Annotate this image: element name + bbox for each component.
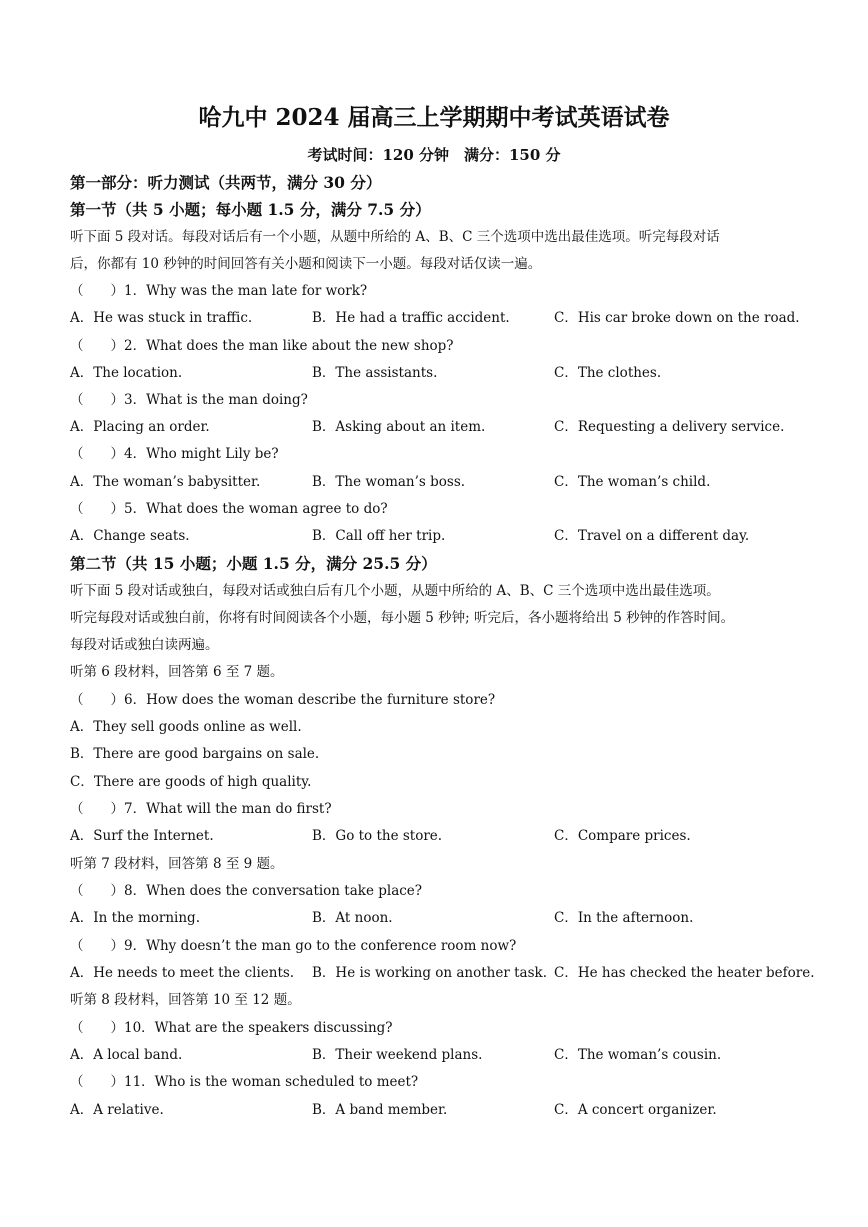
option-a: A．They sell goods online as well.	[70, 719, 302, 735]
option-c: C．Travel on a different day.	[554, 528, 750, 544]
material-note: 听第 7 段材料，回答第 8 至 9 题。	[70, 856, 284, 872]
section2-instruction: 听完每段对话或独白前，你将有时间阅读各个小题，每小题 5 秒钟; 听完后，各小题将给出 5 秒钟的作答时间。	[70, 610, 735, 626]
option-a: A．The location.	[70, 365, 183, 381]
option-c: C．Compare prices.	[554, 828, 691, 844]
option-a: A．Placing an order.	[70, 419, 210, 435]
question-stem: （ ）8．When does the conversation take place?	[70, 883, 423, 899]
question-stem: （ ）2．What does the man like about the new shop?	[70, 338, 454, 354]
option-b: B．There are good bargains on sale.	[70, 746, 320, 762]
question-stem: （ ）9．Why doesn’t the man go to the conference room now?	[70, 938, 517, 954]
section2-instruction: 听下面 5 段对话或独白，每段对话或独白后有几个小题，从题中所给的 A、B、C 三个选项中选出最佳选项。	[70, 583, 720, 599]
option-b: B．The assistants.	[312, 365, 438, 381]
section1-heading: 第一节（共 5 小题；每小题 1.5 分，满分 7.5 分）	[70, 200, 431, 219]
option-b: B．Go to the store.	[312, 828, 443, 844]
option-c: C．The clothes.	[554, 365, 662, 381]
material-note: 听第 6 段材料，回答第 6 至 7 题。	[70, 664, 284, 680]
option-a: A．The woman’s babysitter.	[70, 474, 261, 490]
question-stem: （ ）4．Who might Lily be?	[70, 446, 279, 462]
option-b: B．He is working on another task.	[312, 965, 547, 981]
material-note: 听第 8 段材料，回答第 10 至 12 题。	[70, 992, 301, 1008]
section2-instruction: 每段对话或独白读两遍。	[70, 637, 219, 653]
option-c: C．The woman’s child.	[554, 474, 711, 490]
question-stem: （ ）1．Why was the man late for work?	[70, 283, 368, 299]
part1-heading: 第一部分：听力测试（共两节，满分 30 分）	[70, 173, 382, 192]
question-stem: （ ）3．What is the man doing?	[70, 392, 308, 408]
option-a: A．In the morning.	[70, 910, 200, 926]
exam-subtitle: 考试时间：120 分钟 满分：150 分	[307, 146, 561, 164]
section1-instruction: 听下面 5 段对话。每段对话后有一个小题，从题中所给的 A、B、C 三个选项中选出最佳选项。听完每段对话	[70, 229, 720, 245]
option-c: C．A concert organizer.	[554, 1102, 717, 1118]
section1-instruction: 后，你都有 10 秒钟的时间回答有关小题和阅读下一小题。每段对话仅读一遍。	[70, 256, 542, 272]
option-b: B．The woman’s boss.	[312, 474, 466, 490]
option-c: C．In the afternoon.	[554, 910, 694, 926]
option-c: C．Requesting a delivery service.	[554, 419, 785, 435]
option-c: C．The woman’s cousin.	[554, 1047, 722, 1063]
question-stem: （ ）7．What will the man do first?	[70, 801, 332, 817]
exam-title: 哈九中 2024 届高三上学期期中考试英语试卷	[198, 104, 670, 131]
option-b: B．He had a traffic accident.	[312, 310, 510, 326]
option-b: B．At noon.	[312, 910, 393, 926]
option-b: B．A band member.	[312, 1102, 448, 1118]
question-stem: （ ）6．How does the woman describe the furniture store?	[70, 692, 496, 708]
option-c: C．His car broke down on the road.	[554, 310, 800, 326]
option-c: C．There are goods of high quality.	[70, 774, 312, 790]
option-c: C．He has checked the heater before.	[554, 965, 815, 981]
question-stem: （ ）11．Who is the woman scheduled to meet?	[70, 1074, 419, 1090]
option-a: A．Change seats.	[70, 528, 190, 544]
option-b: B．Their weekend plans.	[312, 1047, 483, 1063]
option-a: A．A relative.	[70, 1102, 164, 1118]
question-stem: （ ）10．What are the speakers discussing?	[70, 1020, 393, 1036]
option-a: A．He was stuck in traffic.	[70, 310, 253, 326]
option-b: B．Call off her trip.	[312, 528, 446, 544]
section2-heading: 第二节（共 15 小题；小题 1.5 分，满分 25.5 分）	[70, 554, 437, 573]
option-b: B．Asking about an item.	[312, 419, 486, 435]
question-stem: （ ）5．What does the woman agree to do?	[70, 501, 388, 517]
option-a: A．Surf the Internet.	[70, 828, 214, 844]
option-a: A．A local band.	[70, 1047, 183, 1063]
option-a: A．He needs to meet the clients.	[70, 965, 295, 981]
